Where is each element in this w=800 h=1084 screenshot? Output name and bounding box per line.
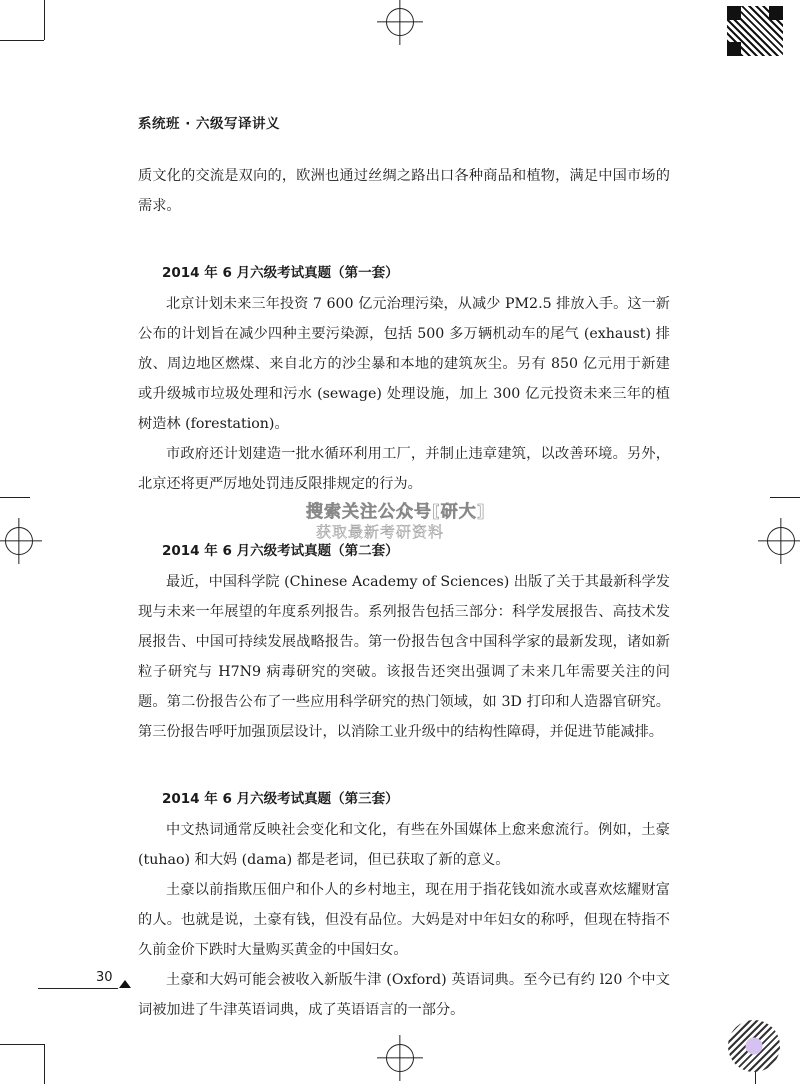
paragraph: 市政府还计划建造一批水循环利用工厂，并制止违章建筑，以改善环境。另外，北京还将更严厉地处罚违反限排规定的行为。 bbox=[138, 446, 670, 492]
crop-mark bbox=[770, 497, 800, 498]
intro-paragraph: 质文化的交流是双向的，欧洲也通过丝绸之路出口各种商品和植物，满足中国市场的需求。 bbox=[138, 168, 670, 214]
watermark-line1: 搜索关注公众号[研大] bbox=[306, 502, 486, 522]
paragraph: 土豪以前指欺压佃户和仆人的乡村地主，现在用于指花钱如流水或喜欢炫耀财富的人。也就是说，土豪有钱，但没有品位。大妈是对中年妇女的称呼，但现在特指不久前金价下跌时大量购买黄金的中国妇女。 bbox=[138, 882, 670, 958]
crop-mark bbox=[44, 0, 45, 40]
paragraph: 北京计划未来三年投资 7 600 亿元治理污染，从减少 PM2.5 排放入手。这一新公布的计划旨在减少四种主要污染源，包括 500 多万辆机动车的尾气 (exhaust) 排放、周边地区燃煤、来自北方的沙尘暴和本地的建筑灰尘。另有 850 亿元用于新建或升级城市垃圾处理和污水 (sewage) 处理设施，加上 300 亿元投资未来三年的植树造林 (forestation)。 bbox=[138, 296, 670, 432]
page-number: 30 bbox=[96, 970, 113, 985]
section-heading: 2014 年 6 月六级考试真题（第二套） bbox=[162, 543, 399, 559]
crop-mark bbox=[0, 1044, 44, 1045]
crop-mark bbox=[44, 1044, 45, 1084]
registration-mark-top bbox=[386, 8, 414, 36]
qr-code-icon bbox=[728, 1020, 780, 1072]
registration-mark-bottom bbox=[386, 1044, 414, 1072]
footer-rule bbox=[38, 988, 118, 989]
crop-mark bbox=[0, 40, 44, 41]
qr-code-icon bbox=[727, 6, 783, 56]
registration-mark-left bbox=[5, 527, 33, 555]
paragraph: 土豪和大妈可能会被收入新版牛津 (Oxford) 英语词典。至今已有约 l20 个中文词被加进了牛津英语词典，成了英语语言的一部分。 bbox=[138, 972, 670, 1018]
section-heading: 2014 年 6 月六级考试真题（第一套） bbox=[162, 265, 399, 281]
crop-mark bbox=[0, 497, 30, 498]
triangle-icon bbox=[119, 980, 131, 988]
page-body bbox=[138, 161, 670, 1025]
section-heading: 2014 年 6 月六级考试真题（第三套） bbox=[162, 791, 399, 807]
paragraph: 最近，中国科学院 (Chinese Academy of Sciences) 出版了关于其最新科学发现与未来一年展望的年度系列报告。系列报告包括三部分：科学发展报告、高技术发展报告、中国可持续发展战略报告。第一份报告包含中国科学家的最新发现，诸如新粒子研究与 H7N9 病毒研究的突破。该报告还突出强调了未来几年需要关注的问题。第二份报告公布了一些应用科学研究的热门领域，如 3D 打印和人造器官研究。第三份报告呼吁加强顶层设计，以消除工业升级中的结构性障碍，并促进节能减排。 bbox=[138, 574, 670, 740]
registration-mark-right bbox=[767, 527, 795, 555]
paragraph: 中文热词通常反映社会变化和文化，有些在外国媒体上愈来愈流行。例如，土豪 (tuhao) 和大妈 (dama) 都是老词，但已获取了新的意义。 bbox=[138, 822, 670, 868]
running-header: 系统班 · 六级写译讲义 bbox=[138, 116, 281, 132]
watermark-line2: 获取最新考研资料 bbox=[316, 523, 445, 541]
